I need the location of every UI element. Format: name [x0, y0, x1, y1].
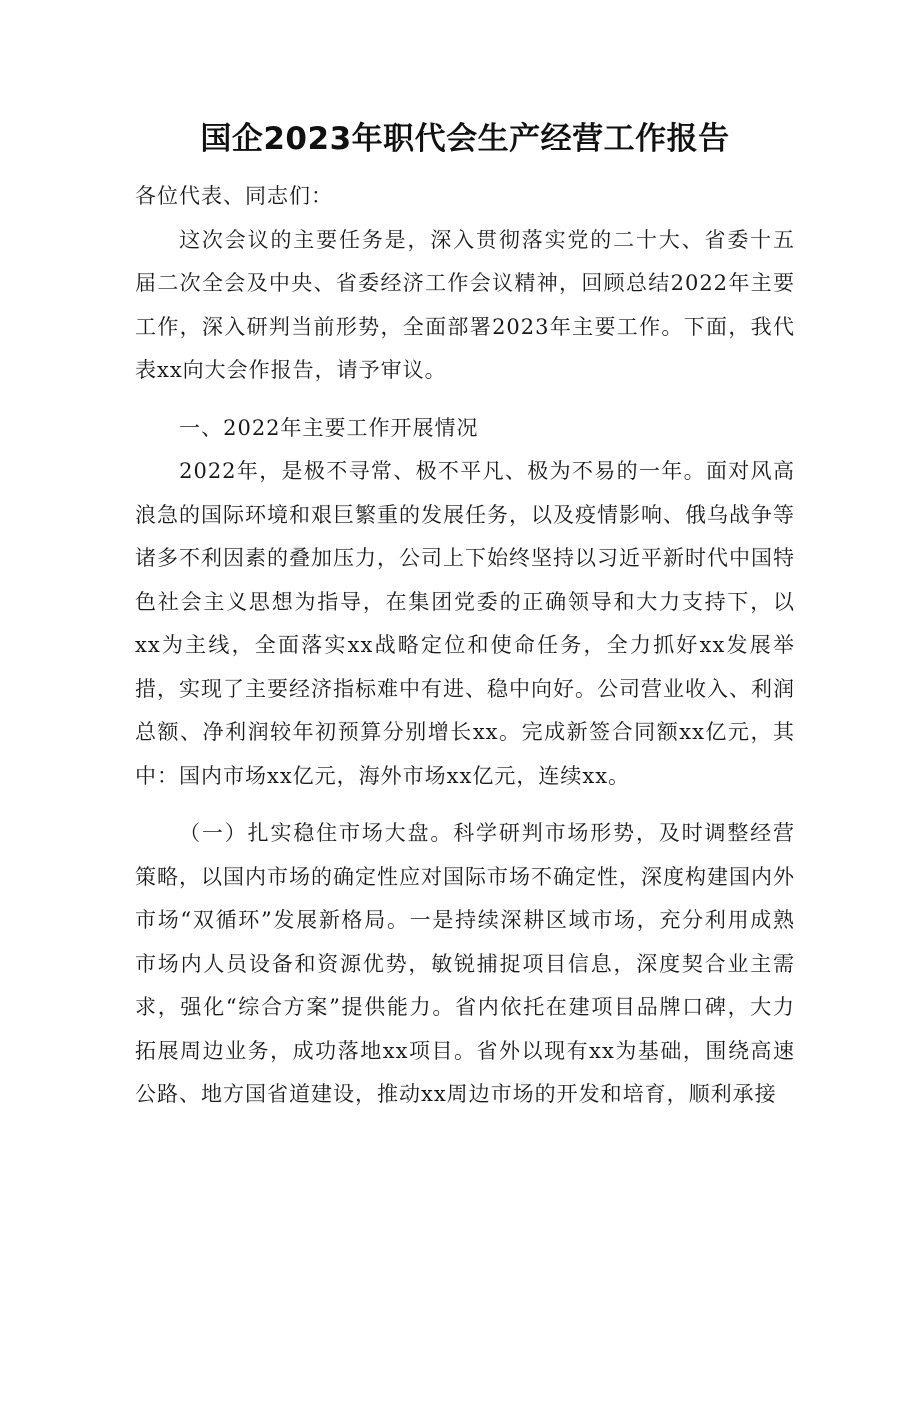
- intro-paragraph: 这次会议的主要任务是，深入贯彻落实党的二十大、省委十五届二次全会及中央、省委经济工作会议精神，回顾总结2022年主要工作，深入研判当前形势，全面部署2023年主要工作。下面，我代表xx向大会作报告，请予审议。: [135, 227, 795, 382]
- body-paragraph: 2022年，是极不寻常、极不平凡、极为不易的一年。面对风高浪急的国际环境和艰巨繁重的发展任务，以及疫情影响、俄乌战争等诸多不利因素的叠加压力，公司上下始终坚持以习近平新时代中国特色社会主义思想为指导，在集团党委的正确领导和大力支持下，以xx为主线，全面落实xx战略定位和使命任务，全力抓好xx发展举措，实现了主要经济指标难中有进、稳中向好。公司营业收入、利润总额、净利润较年初预算分别增长xx。完成新签合同额xx亿元，其中：国内市场xx亿元，海外市场xx亿元，连续xx。: [135, 459, 795, 788]
- body-paragraph: （一）扎实稳住市场大盘。科学研判市场形势，及时调整经营策略，以国内市场的确定性应对国际市场不确定性，深度构建国内外市场“双循环”发展新格局。一是持续深耕区域市场，充分利用成熟市场内人员设备和资源优势，敏锐捕捉项目信息，深度契合业主需求，强化“综合方案”提供能力。省内依托在建项目品牌口碑，大力拓展周边业务，成功落地xx项目。省外以现有xx为基础，围绕高速公路、地方国省道建设，推动xx周边市场的开发和培育，顺利承接: [135, 821, 795, 1106]
- document-page: [0, 117, 920, 1418]
- salutation: 各位代表、同志们：: [135, 184, 333, 208]
- document-title: 国企2023年职代会生产经营工作报告: [200, 121, 730, 157]
- section-heading: 一、2022年主要工作开展情况: [179, 415, 479, 440]
